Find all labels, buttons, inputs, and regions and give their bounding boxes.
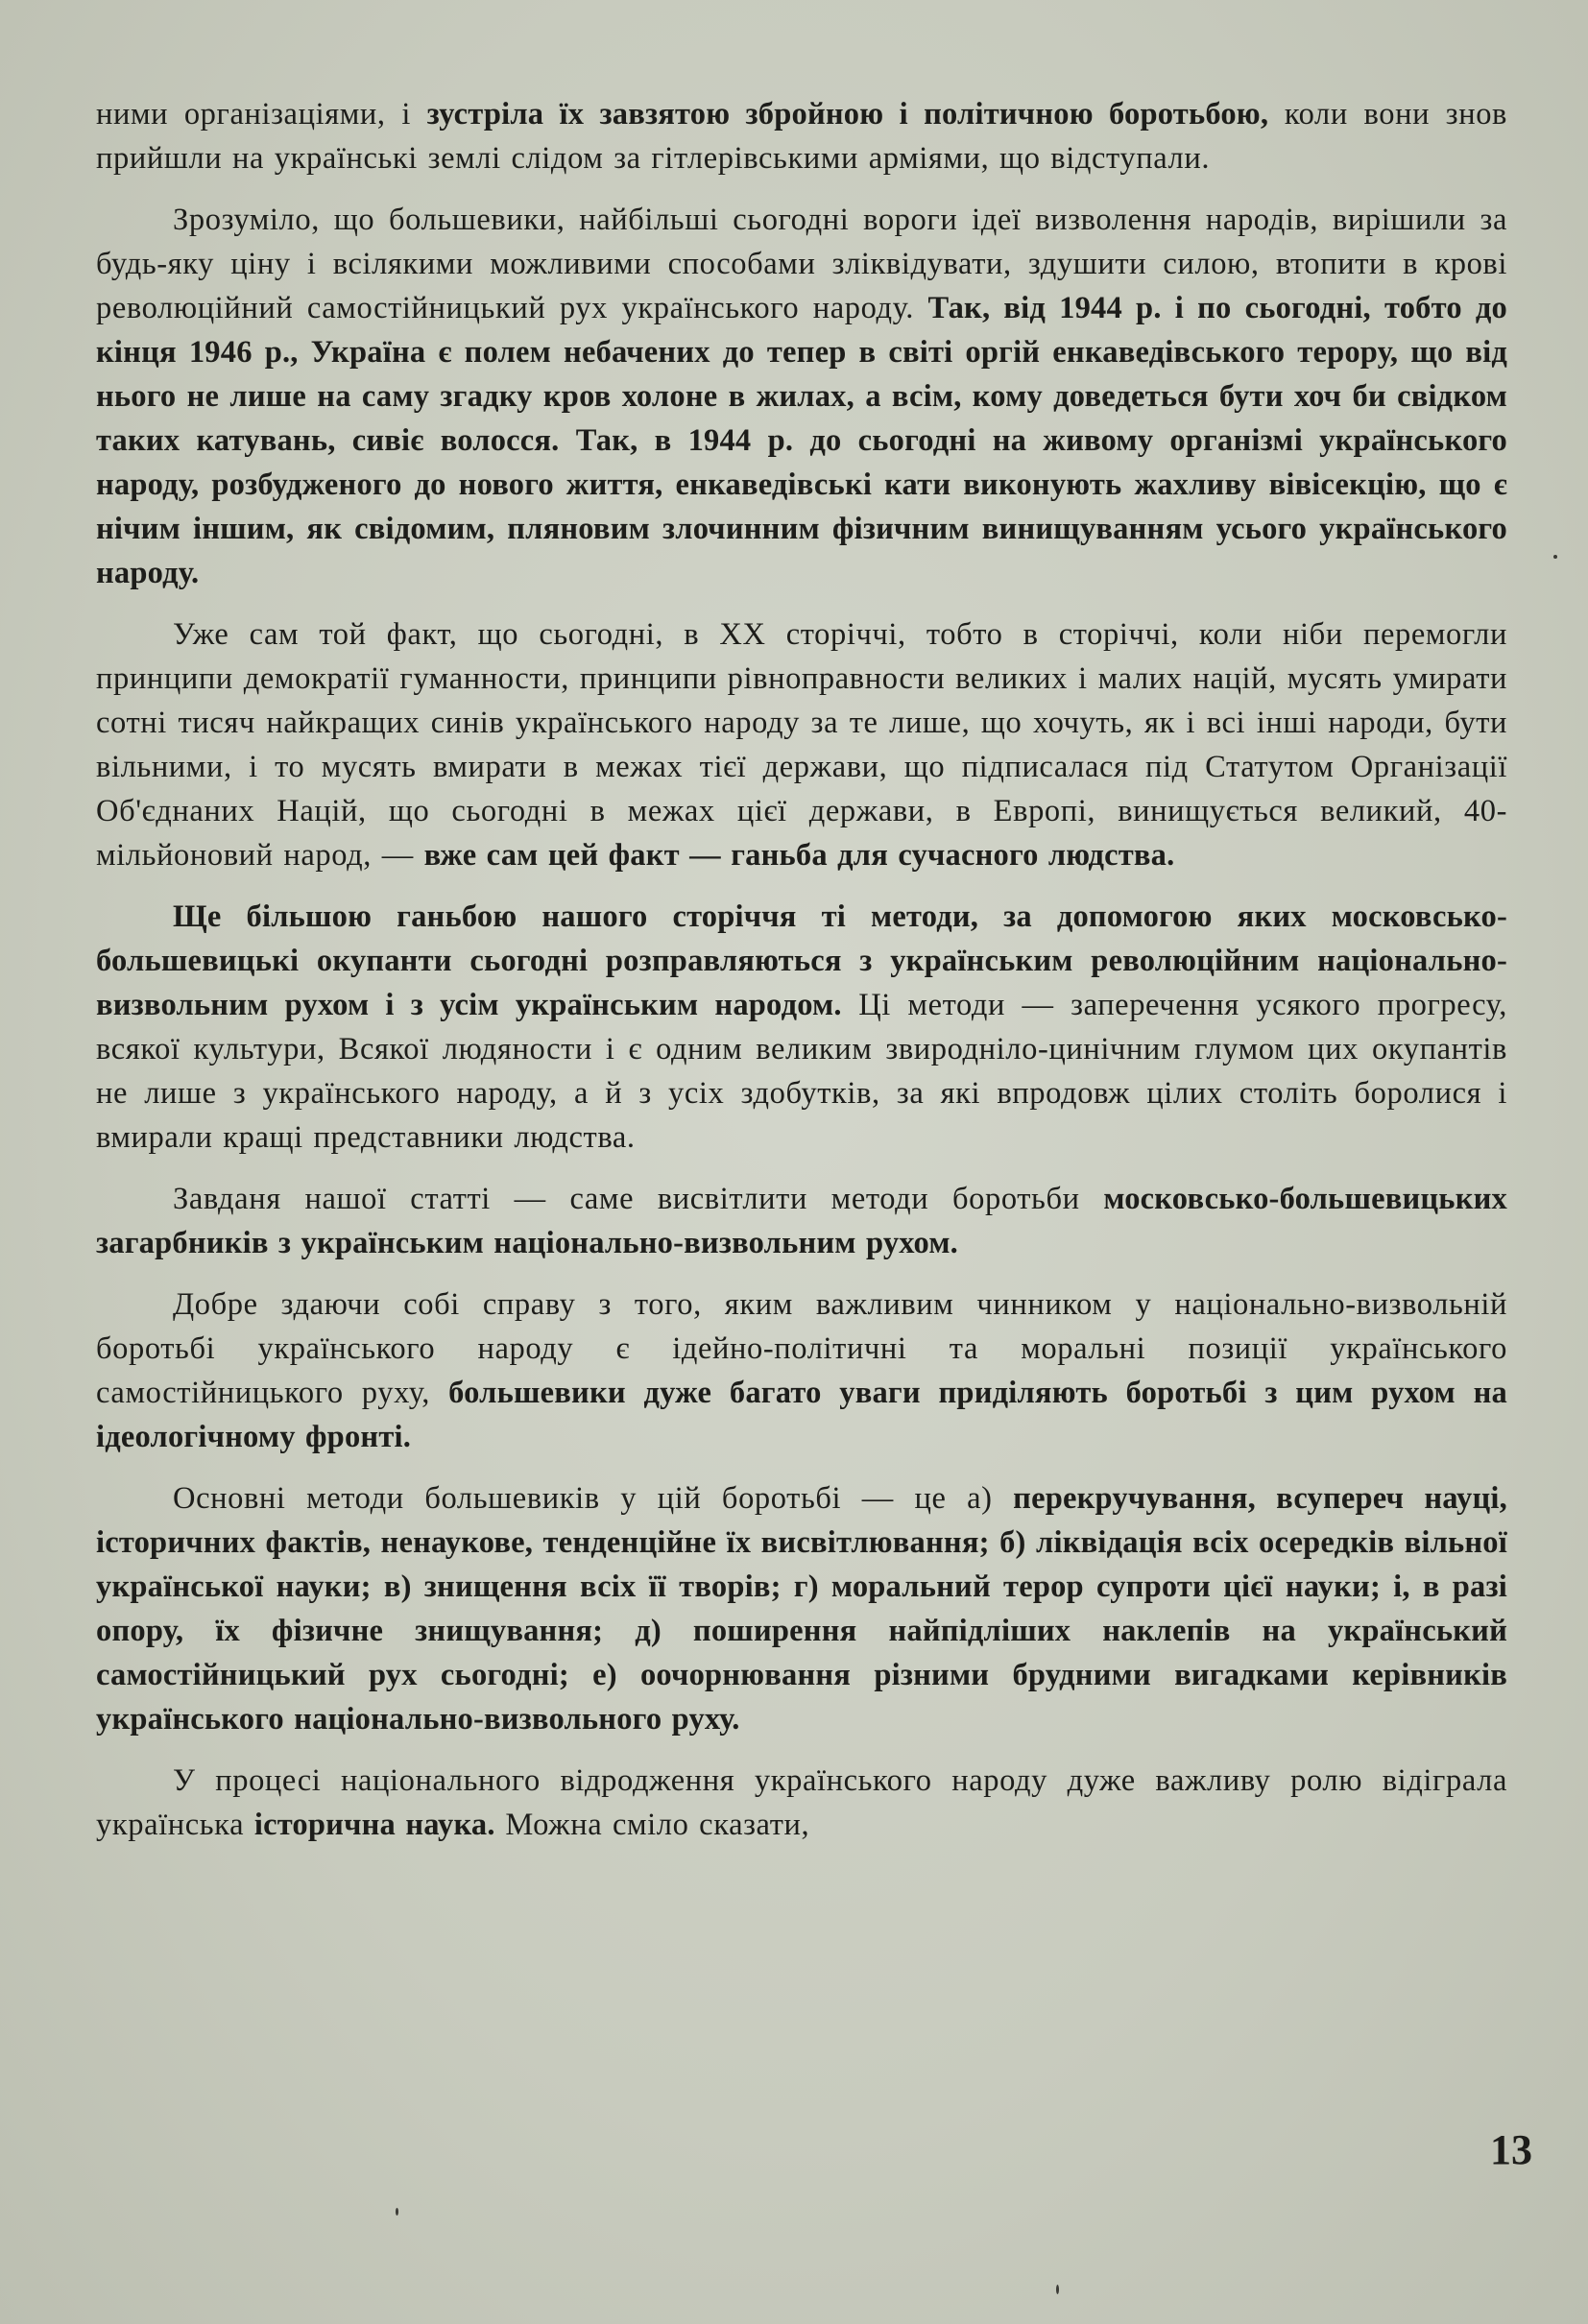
text-run: Ці методи — заперечення усякого прогресу, всякої культури, Всякої людяности і є одним великим звироднiло-цинічним глумом цих окупантів не лише з українського народу, а й з усіх здобутків, за які впродовж цілих століть боролися і вмирали кращі представники людства. — [96, 988, 1508, 1155]
text-run: Можна сміло сказати, — [494, 1808, 810, 1842]
paper-speck — [1553, 555, 1557, 559]
text-run-bold: московсько-большевицьких загарбників з українським національно-визвольним рухом. — [96, 1182, 1507, 1260]
text-run-bold: зустріла їх завзятою збройною і політичною боротьбою, — [426, 97, 1269, 132]
paragraph-6 — [96, 1282, 1507, 1459]
paragraph-4 — [96, 895, 1507, 1160]
text-run: Завданя нашої статті — саме висвітлити методи боротьби — [173, 1182, 1104, 1216]
paper-speck — [1056, 2285, 1059, 2294]
paragraph-3 — [96, 612, 1507, 877]
text-run: Добре здаючи собі справу з того, яким важливим чинником у національно-визвольній боротьбі українського народу є ідейно-політичні та моральні позиції українського самостійницького руху, — [96, 1287, 1507, 1410]
text-run: ними організаціями, і — [96, 97, 427, 132]
paragraph-5 — [96, 1177, 1507, 1265]
text-run-bold: Ще більшою ганьбою нашого сторіччя ті методи, за допомогою яких московсько-большевицькі окупанти сьогодні розправляються з українським революційним національно-визвольним рухом і з усім українським народом. — [96, 899, 1507, 1022]
paragraph-2 — [96, 198, 1507, 595]
text-run-bold: перекручування, всупереч науці, історичних фактів, ненаукове, тенденційне їх висвітлювання; б) ліквідація всіх осередків вільної української науки; в) знищення всіх її творів; г) моральний терор супроти цієї науки; і, в разі опору, їх фізичне знищування; д) поширення найпідліших наклепів на український самостійницький рух сьогодні; е) оочорнювання різними брудними вигадками керівників українського національно-визвольного руху. — [96, 1481, 1507, 1737]
paragraph-1 — [96, 92, 1507, 180]
article-body — [96, 92, 1507, 1864]
page-number: 13 — [1490, 2126, 1532, 2173]
text-run: Зрозуміло, що большевики, найбільші сьогодні вороги ідеї визволення народів, вирішили за будь-яку ціну і всілякими можливими способами зліквідувати, здушити силою, втопити в крові революційний самостійницький рух українського народу. — [96, 203, 1507, 325]
text-run: У процесі національного відродження українського народу дуже важливу ролю відіграла українська — [96, 1763, 1507, 1842]
text-run-bold: історична наука. — [253, 1808, 495, 1842]
paragraph-7 — [96, 1476, 1507, 1741]
text-run: Основні методи большевиків у цій боротьбі — це а) — [173, 1481, 1014, 1516]
text-run-bold: вже сам цей факт — ганьба для сучасного людства. — [423, 838, 1175, 873]
paragraph-8 — [96, 1759, 1507, 1847]
text-run-bold: большевики дуже багато уваги приділяють боротьбі з цим рухом на ідеологічному фронті. — [96, 1376, 1507, 1454]
paper-speck — [396, 2208, 398, 2216]
text-run: коли вони знов прийшли на українські землі слідом за гітлерівськими арміями, що відступали. — [96, 97, 1507, 176]
text-run-bold: Так, від 1944 р. і по сьогодні, тобто до кінця 1946 р., Україна є полем небачених до тепер в світі оргій енкаведівського терору, що від нього не лише на саму згадку кров холоне в жилах, а всім, кому доведеться бути хоч би свідком таких катувань, сивіє волосся. Так, в 1944 р. до сьогодні на живому організмі українського народу, розбудженого до нового життя, енкаведівські кати виконують жахливу вівісекцію, що є нічим іншим, як свідомим, пляновим злочинним фізичним винищуванням усього українського народу. — [96, 291, 1507, 590]
text-run: Уже сам той факт, що сьогодні, в XX сторіччі, тобто в сторіччі, коли ніби перемогли принципи демократії гуманности, принципи рівноправности великих і малих націй, мусять умирати сотні тисяч найкращих синів українського народу за те лише, що хочуть, як і всі інші народи, бути вільними, і то мусять вмирати в межах тієї держави, що підписалася під Статутом Організації Об'єднаних Націй, що сьогодні в межах цієї держави, в Европі, винищується великий, 40-мільйоновий народ, — — [96, 617, 1507, 873]
